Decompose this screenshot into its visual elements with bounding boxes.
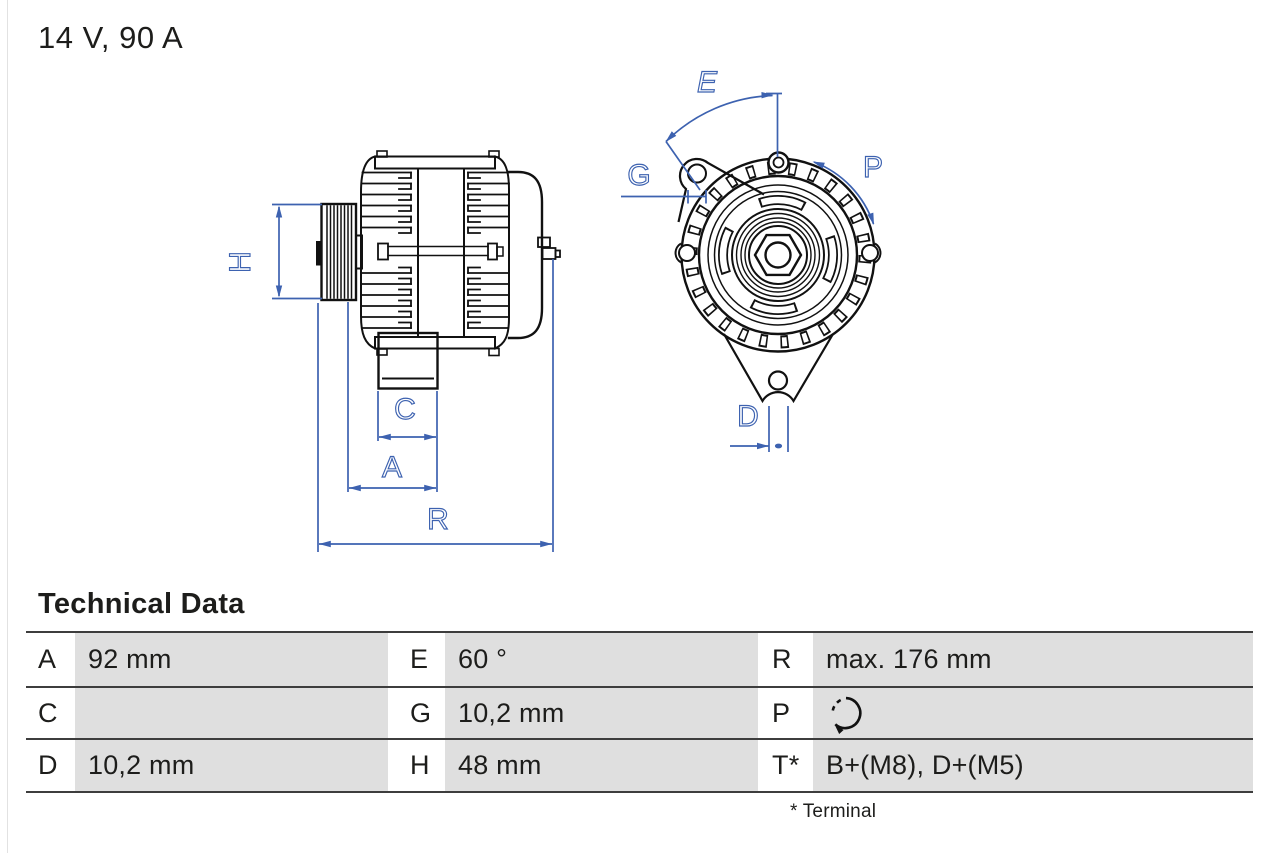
page-title: 14 V, 90 A bbox=[38, 20, 184, 55]
dim-value-h: 48 mm bbox=[445, 738, 758, 791]
dim-value-a: 92 mm bbox=[75, 633, 388, 686]
terminal-footnote: * Terminal bbox=[790, 801, 877, 822]
technical-data-heading: Technical Data bbox=[38, 588, 245, 620]
dim-key-d: D bbox=[26, 738, 75, 791]
pulley bbox=[322, 204, 363, 300]
dim-label-r: R bbox=[427, 503, 449, 536]
dim-label-a: A bbox=[381, 451, 403, 484]
dim-value-c bbox=[75, 686, 388, 739]
dim-label-d: D bbox=[737, 400, 759, 433]
dim-key-c: C bbox=[26, 686, 75, 739]
cooling-fins bbox=[361, 173, 509, 329]
dim-label-p: P bbox=[862, 151, 884, 184]
dim-key-p: P bbox=[758, 686, 813, 739]
dim-value-d: 10,2 mm bbox=[75, 738, 388, 791]
mounting-foot bbox=[379, 333, 438, 389]
rear-cover bbox=[509, 172, 542, 338]
dim-label-h: H bbox=[224, 251, 257, 273]
dim-key-t: T* bbox=[758, 738, 813, 791]
technical-data-table bbox=[26, 631, 1253, 793]
dim-label-e: E bbox=[696, 66, 718, 99]
dim-key-g: G bbox=[388, 686, 445, 739]
dim-key-r: R bbox=[758, 633, 813, 686]
rotation-direction-icon bbox=[826, 692, 868, 734]
dim-value-t: B+(M8), D+(M5) bbox=[813, 738, 1253, 791]
shaft-nut bbox=[755, 235, 801, 275]
dim-label-c: C bbox=[394, 393, 416, 426]
dim-key-a: A bbox=[26, 633, 75, 686]
alternator-side-view bbox=[316, 151, 560, 389]
alternator-front-view bbox=[676, 151, 884, 402]
dim-value-p bbox=[813, 686, 1253, 739]
dim-value-r: max. 176 mm bbox=[813, 633, 1253, 686]
dim-label-g: G bbox=[627, 159, 651, 192]
dim-value-g: 10,2 mm bbox=[445, 686, 758, 739]
through-bolt bbox=[378, 244, 503, 260]
dim-key-h: H bbox=[388, 738, 445, 791]
dim-key-e: E bbox=[388, 633, 445, 686]
top-lug bbox=[769, 153, 789, 173]
dim-value-e: 60 ° bbox=[445, 633, 758, 686]
